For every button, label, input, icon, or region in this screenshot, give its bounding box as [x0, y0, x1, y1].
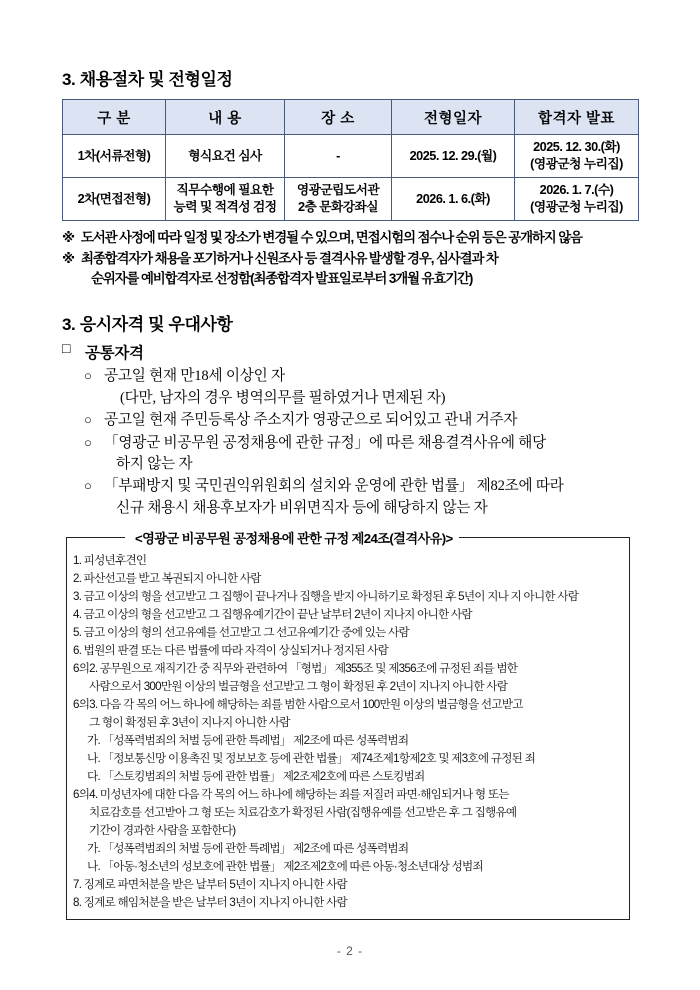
cell-line: (영광군청 누리집) [530, 157, 623, 172]
table-row [63, 178, 639, 221]
cell-line: 2026. 1. 7.(수) [539, 183, 614, 198]
recruitment-schedule-table [62, 99, 639, 221]
regulation-clause [73, 606, 623, 624]
regulation-clause [73, 552, 623, 570]
regulation-subclause [73, 750, 623, 768]
regulation-clause [73, 642, 623, 660]
table-header-place: 장 소 [285, 100, 392, 135]
clause-line: 8. 징계로 해임처분을 받은 날부터 3년이 지나지 아니한 사람 [73, 895, 347, 909]
cell-line: 2층 문화강좌실 [297, 200, 379, 215]
regulation-subclause [73, 732, 623, 750]
list-item-line: (다만, 남자의 경우 병역의무를 필하였거나 면제된 자) [120, 389, 446, 406]
cell-line: (영광군청 누리집) [530, 200, 623, 215]
schedule-section-heading: 3. 채용절차 및 전형일정 [62, 70, 233, 89]
list-item-line: 신규 채용시 채용후보자가 비위면직자 등에 해당하지 않는 자 [116, 499, 488, 516]
list-item-text [104, 476, 640, 519]
clause-line: 치료감호를 선고받아 그 형 또는 치료감호가 확정된 사람(집행유예를 선고받은 후 그 집행유예 [89, 805, 517, 819]
cell-content [166, 135, 285, 178]
cell-line: 2025. 12. 29.(월) [409, 148, 497, 163]
clause-line: 7. 징계로 파면처분을 받은 날부터 5년이 지나지 아니한 사람 [73, 877, 347, 891]
cell-line: 능력 및 적격성 검정 [173, 200, 277, 215]
table-row [63, 135, 639, 178]
page-number-footer: - 2 - [336, 944, 364, 958]
common-qualification-header [62, 341, 640, 363]
list-item [84, 366, 640, 409]
list-item-line: 공고일 현재 만18세 이상인 자 [104, 368, 285, 385]
clause-line: 3. 금고 이상의 형을 선고받고 그 집행이 끝나거나 집행을 받지 아니하기로 확정된 후 5년이 지나 [73, 590, 509, 604]
clause-line: 6의2. 공무원으로 재직기간 중 직무와 관련하여 「형법」 제355조 및 제356조에 규정된 죄를 범한 [73, 662, 518, 676]
cell-date [392, 178, 515, 221]
cell-line: 형식요건 심사 [188, 148, 262, 163]
cell-place [285, 178, 392, 221]
note-line [62, 228, 640, 248]
qualification-block [62, 341, 640, 519]
cell-line: 2025. 12. 30.(화) [533, 140, 620, 155]
regulation-box-title: <영광군 비공무원 공정채용에 관한 규정 제24조(결격사유)> [135, 531, 453, 547]
list-item-text [104, 366, 640, 409]
clause-line: 2. 파산선고를 받고 복권되지 아니한 사람 [73, 572, 261, 586]
clause-line: 6. 법원의 판결 또는 다른 법률에 따라 자격이 상실되거나 정지된 사람 [73, 644, 389, 658]
note-line [62, 249, 640, 289]
list-item-text [104, 433, 640, 476]
cell-line: 직무수행에 필요한 [176, 183, 274, 198]
ring-bullet-icon: ○ [84, 412, 92, 428]
clause-line: 다. 「스토킹범죄의 처벌 등에 관한 법률」 제2조제2호에 따른 스토킹범죄 [87, 769, 425, 783]
regulation-subclause [73, 858, 623, 876]
clause-line: 6의4. 미성년자에 대한 다음 각 목의 어느 하나에 해당하는 죄를 저질러 파면·해임되거나 형 또는 [73, 787, 509, 801]
note-text-line: 도서관 사정에 따라 일정 및 장소가 변경될 수 있으며, 면접시험의 점수나 순위 등은 공개하지 않음 [81, 230, 582, 246]
list-item-text [104, 410, 640, 431]
table-header-content: 내 용 [166, 100, 285, 135]
note-text [81, 249, 640, 289]
table-header-row [63, 100, 639, 135]
reference-mark-icon: ※ [62, 251, 74, 267]
cell-date [392, 135, 515, 178]
regulation-clause-list [73, 552, 623, 911]
clause-line: 나. 「정보통신망 이용촉진 및 정보보호 등에 관한 법률」 제74조제1항제2호 및 제3호에 규정된 죄 [87, 751, 536, 765]
schedule-notes [62, 228, 640, 288]
regulation-clause [73, 624, 623, 642]
list-item [84, 433, 640, 476]
list-item-line: 「영광군 비공무원 공정채용에 관한 규정」에 따른 채용결격사유에 해당 [104, 434, 547, 451]
regulation-clause [73, 786, 623, 840]
cell-content [166, 178, 285, 221]
regulation-clause [73, 570, 623, 588]
clause-line: 나. 「아동·청소년의 성보호에 관한 법률」 제2조제2호에 따른 아동·청소년대상 성범죄 [87, 859, 483, 873]
clause-line: 6의3. 다음 각 목의 어느 하나에 해당하는 죄를 범한 사람으로서 100만원 이상의 벌금형을 선고받고 [73, 698, 523, 712]
clause-line: 1. 피성년후견인 [73, 554, 147, 568]
table-header-division: 구 분 [63, 100, 166, 135]
list-item-line: 공고일 현재 주민등록상 주소지가 영광군으로 되어있고 관내 거주자 [104, 412, 518, 429]
clause-line: 5. 금고 이상의 형의 선고유예를 선고받고 그 선고유예기간 중에 있는 사람 [73, 626, 409, 640]
list-item [84, 476, 640, 519]
regulation-clause [73, 876, 623, 894]
note-text-line: 순위자를 예비합격자로 선정함(최종합격자 발표일로부터 3개월 유효기간) [91, 271, 473, 287]
cell-place [285, 135, 392, 178]
clause-line: 가. 「성폭력범죄의 처벌 등에 관한 특례법」 제2조에 따른 성폭력범죄 [87, 841, 409, 855]
cell-division: 1차(서류전형) [63, 135, 166, 178]
cell-announcement [515, 135, 639, 178]
regulation-subclause [73, 840, 623, 858]
clause-line: 지 아니한 사람 [510, 590, 579, 604]
clause-line: 그 형이 확정된 후 3년이 지나지 아니한 사람 [89, 716, 290, 730]
regulation-clause [73, 660, 623, 696]
qualification-section-heading: 3. 응시자격 및 우대사항 [62, 314, 233, 334]
note-text-line: 최종합격자가 채용을 포기하거나 신원조사 등 결격사유 발생할 경우, 심사결과 차 [81, 251, 498, 267]
note-text [81, 228, 640, 248]
list-item [84, 410, 640, 431]
table-header-announcement: 합격자 발표 [515, 100, 639, 135]
list-item-line: 하지 않는 자 [116, 456, 193, 473]
clause-line: 사람으로서 300만원 이상의 벌금형을 선고받고 그 형이 확정된 후 2년이 지나지 아니한 사람 [89, 680, 508, 694]
list-item-line: 「부패방지 및 국민권익위원회의 설치와 운영에 관한 법률」 제82조에 따라 [104, 478, 564, 495]
clause-line: 기간이 경과한 사람을 포함한다) [89, 823, 236, 837]
regulation-clause [73, 696, 623, 732]
cell-line: - [336, 148, 340, 163]
table-header-date: 전형일자 [392, 100, 515, 135]
ring-bullet-icon: ○ [84, 434, 92, 450]
cell-line: 영광군립도서관 [296, 183, 380, 198]
regulation-subclause [73, 768, 623, 786]
cell-line: 2026. 1. 6.(화) [416, 191, 490, 206]
cell-announcement [515, 178, 639, 221]
regulation-clause [73, 588, 623, 606]
ring-bullet-icon: ○ [84, 478, 92, 494]
clause-line: 4. 금고 이상의 형을 선고받고 그 집행유예기간이 끝난 날부터 2년이 지나지 아니한 사람 [73, 608, 472, 622]
square-bullet-icon: □ [62, 342, 71, 358]
common-qualification-label: 공통자격 [85, 345, 144, 363]
ring-bullet-icon: ○ [84, 368, 92, 384]
clause-line: 가. 「성폭력범죄의 처벌 등에 관한 특례법」 제2조에 따른 성폭력범죄 [87, 734, 409, 748]
cell-division: 2차(면접전형) [63, 178, 166, 221]
regulation-disqualification-box [66, 528, 630, 919]
regulation-clause [73, 894, 623, 912]
reference-mark-icon: ※ [62, 230, 74, 246]
